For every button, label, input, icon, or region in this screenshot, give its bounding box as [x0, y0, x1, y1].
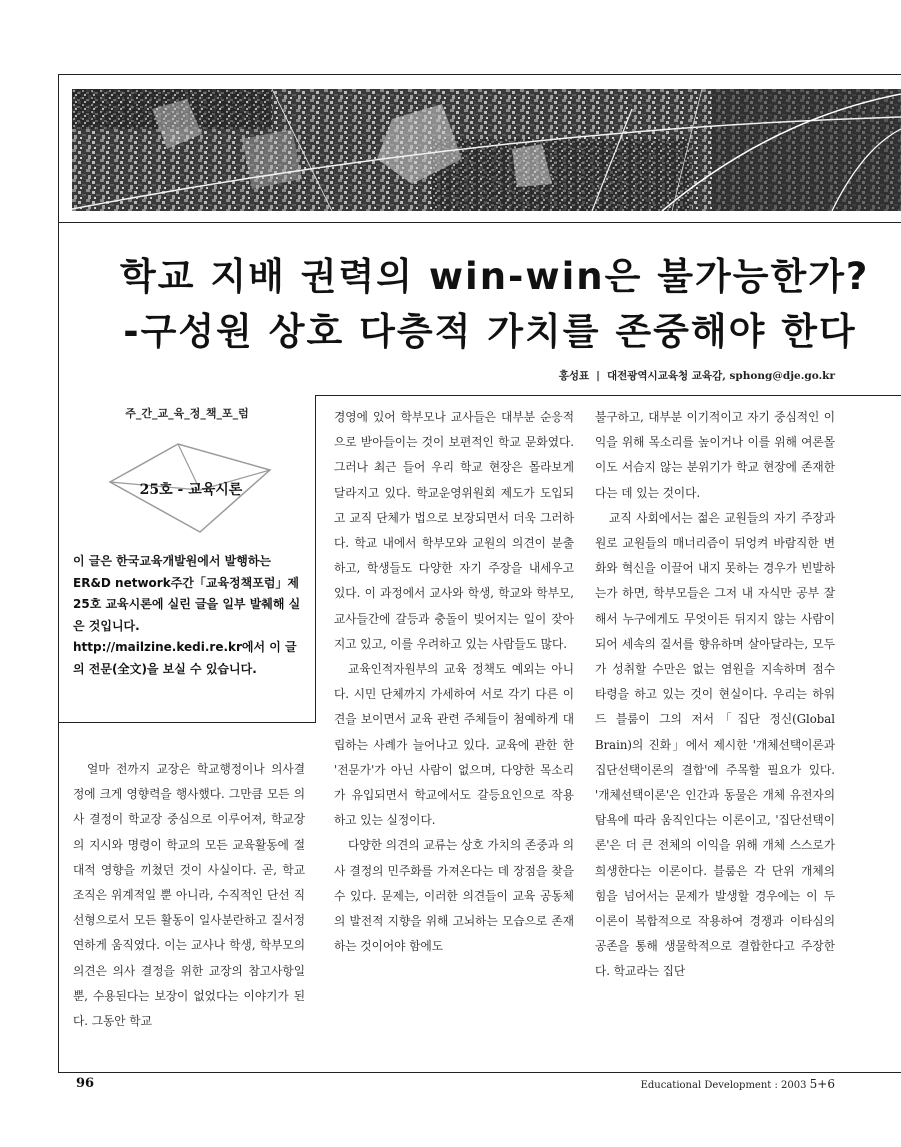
- publication-name: Educational Development : 2003: [640, 1080, 807, 1091]
- article-title: 학교 지배 권력의 win-win은 불가능한가?: [120, 255, 870, 298]
- issue-label: 25호 - 교육시론: [139, 482, 243, 498]
- byline-separator: |: [596, 370, 600, 382]
- paragraph: 불구하고, 대부분 이기적이고 자기 중심적인 이익을 위해 목소리를 높이거나 이를 위해 여론몰이도 서슴지 않는 분위기가 학교 현장에 존재한다는 데 있는 것이다.: [595, 410, 835, 500]
- columns-top-rule: [315, 395, 901, 396]
- publication-footer: [641, 1077, 835, 1091]
- body-column-3: [595, 405, 835, 985]
- paragraph: 경영에 있어 학부모나 교사들은 대부분 순응적으로 받아들이는 것이 보편적인 학교 문화였다. 그러나 최근 들어 우리 학교 현장은 몰라보게 달라지고 있다. 학교운영위원회 제도가 도입되고 교직 단체가 법으로 보장되면서 더욱 그러하다. 학교 내에서 학부모와 교원의 의견이 분출하고, 학생들도 다양한 자기 주장을 내세우고 있다. 이 과정에서 교사와 학생, 학교와 학부모, 교사들간에 갈등과 충돌이 빚어지는 일이 잦아지고 있고, 이를 우려하고 있는 사람들도 많다.: [334, 410, 574, 651]
- frame-top-rule: [58, 74, 901, 75]
- author-affiliation: 대전광역시교육청 교육감, sphong@dje.go.kr: [606, 370, 835, 382]
- body-column-2: [334, 405, 574, 959]
- banner-bottom-rule: [58, 222, 901, 223]
- byline: [559, 368, 835, 383]
- body-column-1: [73, 757, 305, 1034]
- paragraph: 다양한 의견의 교류는 상호 가치의 존중과 의사 결정의 민주화를 가져온다는 데 장점을 찾을 수 있다. 문제는, 이러한 의견들이 교육 공동체의 발전적 지향을 위해 고뇌하는 모습으로 존재하는 것이어야 함에도: [334, 838, 574, 954]
- paragraph: 얼마 전까지 교장은 학교행정이나 의사결정에 크게 영향력을 행사했다. 그만큼 모든 의사 결정이 학교장 중심으로 이루어져, 학교장의 지시와 명령이 학교의 모든 교육활동에 절대적 영향을 끼쳤던 것이 사실이다. 곧, 학교 조직은 위계적일 뿐 아니라, 수직적인 단선 직선형으로서 모든 활동이 일사분란하고 질서정연하게 움직였다. 이는 교사나 학생, 학부모의 의견은 의사 결정을 위한 교장의 참고사항일 뿐, 수용된다는 보장이 없었다는 이야기가 된다. 그동안 학교: [73, 762, 305, 1029]
- page-number: 96: [76, 1076, 95, 1091]
- author-name: 홍성표: [558, 370, 590, 382]
- sidebar-bottom-rule: [58, 722, 316, 723]
- forum-title: 주_간_교_육_정_책_포_럼: [125, 407, 249, 420]
- sidebar-right-rule: [315, 395, 316, 723]
- frame-bottom-rule: [58, 1072, 901, 1073]
- article-subtitle: -구성원 상호 다층적 가치를 존중해야 한다: [123, 310, 857, 353]
- paragraph: 교직 사회에서는 젊은 교원들의 자기 주장과 원로 교원들의 매너리즘이 뒤엉켜 바람직한 변화와 혁신을 이끌어 내지 못하는 경우가 빈발하는가 하면, 학부모들은 그저 내 자식만 공부 잘해서 누구에게도 무엇이든 뒤지지 않는 사람이 되어 세속의 질서를 향유하며 살아달라는, 모두가 성취할 수만은 없는 염원을 지속하며 점수 타령을 하고 있는 것이 현실이다. 우리는 하워드 블룸이 그의 저서「집단 정신(Global Brain)의 진화」에서 제시한 '개체선택이론과 집단선택이론의 결합'에 주목할 필요가 있다. '개체선택이론'은 인간과 동물은 개체 유전자의 탐욕에 따라 움직인다는 이론이고, '집단선택이론'은 더 큰 전체의 이익을 위해 개체 스스로가 희생한다는 이론이다. 블룸은 각 단위 개체의 힘을 넘어서는 문제가 발생할 경우에는 이 두 이론이 복합적으로 작용하여 경쟁과 이타심의 공존을 통해 생물학적으로 결합한다고 주장한다. 학교라는 집단: [595, 510, 835, 979]
- issue-number: 5+6: [809, 1077, 835, 1091]
- banner-image: [72, 89, 901, 211]
- paragraph: 교육인적자원부의 교육 정책도 예외는 아니다. 시민 단체까지 가세하여 서로 각기 다른 이견을 보이면서 교육 관련 주체들이 첨예하게 대립하는 사례가 늘어나고 있다. 교육에 관한 한 '전문가'가 아닌 사람이 없으며, 다양한 목소리가 유입되면서 학교에서도 갈등요인으로 작용하고 있는 실정이다.: [334, 662, 574, 828]
- excerpt-note: 이 글은 한국교육개발원에서 발행하는 ER&D network주간「교육정책포럼」제25호 교육시론에 실린 글을 일부 발췌해 실은 것입니다. http://mailzine.kedi.re.kr에서 이 글의 전문(全文)을 보실 수 있습니다.: [73, 554, 301, 676]
- frame-left-rule: [58, 74, 59, 1073]
